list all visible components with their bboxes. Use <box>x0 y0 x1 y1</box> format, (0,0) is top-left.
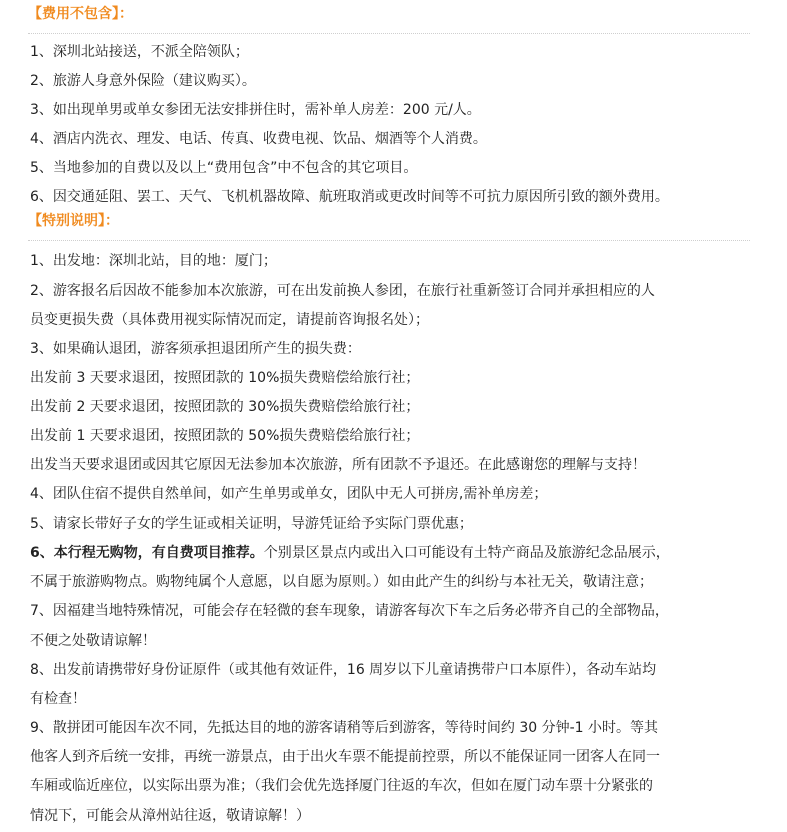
note-line: 3、如果确认退团，游客须承担退团所产生的损失费： <box>30 341 361 357</box>
notes-heading: 【特别说明】： <box>28 213 119 229</box>
excluded-heading: 【费用不包含】： <box>28 6 133 22</box>
note-line: 员变更损失费（具体费用视实际情况而定，请提前咨询报名处）； <box>30 312 429 328</box>
note-line: 有检查！ <box>30 691 86 707</box>
note-line <box>30 543 760 563</box>
note-line: 2、游客报名后因故不能参加本次旅游，可在出发前换人参团，在旅行社重新签订合同并承担相应的人 <box>30 283 655 299</box>
note-line: 4、团队住宿不提供自然单间，如产生单男或单女，团队中无人可拼房,需补单房差； <box>30 486 548 502</box>
excluded-item-1: 1、深圳北站接送，不派全陪领队； <box>30 44 249 60</box>
note-line: 出发前 1 天要求退团，按照团款的 50%损失费赔偿给旅行社； <box>30 428 420 444</box>
divider <box>28 240 750 241</box>
excluded-item-4: 4、酒店内洗衣、理发、电话、传真、收费电视、饮品、烟酒等个人消费。 <box>30 131 487 147</box>
note-line: 不属于旅游购物点。购物纯属个人意愿，以自愿为原则。）如由此产生的纠纷与本社无关，敬请注意； <box>30 574 653 590</box>
excluded-item-3: 3、如出现单男或单女参团无法安排拼住时，需补单人房差：200 元/人。 <box>30 102 481 118</box>
note-line: 出发前 2 天要求退团，按照团款的 30%损失费赔偿给旅行社； <box>30 399 420 415</box>
note-line: 不便之处敬请谅解！ <box>30 633 156 649</box>
note-line: 车厢或临近座位，以实际出票为准；（我们会优先选择厦门往返的车次，但如在厦门动车票十分紧张的 <box>30 778 653 794</box>
note-line: 7、因福建当地特殊情况，可能会存在轻微的套车现象，请游客每次下车之后务必带齐自己的全部物品， <box>30 603 669 619</box>
note-bold-text: 6、本行程无购物，有自费项目推荐。 <box>30 545 264 561</box>
excluded-item-6: 6、因交通延阻、罢工、天气、飞机机器故障、航班取消或更改时间等不可抗力原因所引致的额外费用。 <box>30 189 669 205</box>
note-line: 5、请家长带好子女的学生证或相关证明，导游凭证给予实际门票优惠； <box>30 516 473 532</box>
note-line: 9、散拼团可能因车次不同，先抵达目的地的游客请稍等后到游客，等待时间约 30 分钟-1 小时。等其 <box>30 720 659 736</box>
note-line: 出发当天要求退团或因其它原因无法参加本次旅游，所有团款不予退还。在此感谢您的理解与支持！ <box>30 457 646 473</box>
note-line: 情况下，可能会从漳州站往返，敬请谅解！） <box>30 808 310 824</box>
note-text: 个别景区景点内或出入口可能设有土特产商品及旅游纪念品展示， <box>263 545 670 561</box>
divider <box>28 33 750 34</box>
note-line: 8、出发前请携带好身份证原件（或其他有效证件，16 周岁以下儿童请携带户口本原件），各动车站均 <box>30 662 657 678</box>
excluded-item-2: 2、旅游人身意外保险（建议购买）。 <box>30 73 256 89</box>
excluded-item-5: 5、当地参加的自费以及以上“费用包含”中不包含的其它项目。 <box>30 160 418 176</box>
note-line: 他客人到齐后统一安排，再统一游景点，由于出火车票不能提前控票，所以不能保证同一团客人在同一 <box>30 749 660 765</box>
note-line: 出发前 3 天要求退团，按照团款的 10%损失费赔偿给旅行社； <box>30 370 420 386</box>
note-line: 1、出发地：深圳北站，目的地：厦门； <box>30 253 277 269</box>
